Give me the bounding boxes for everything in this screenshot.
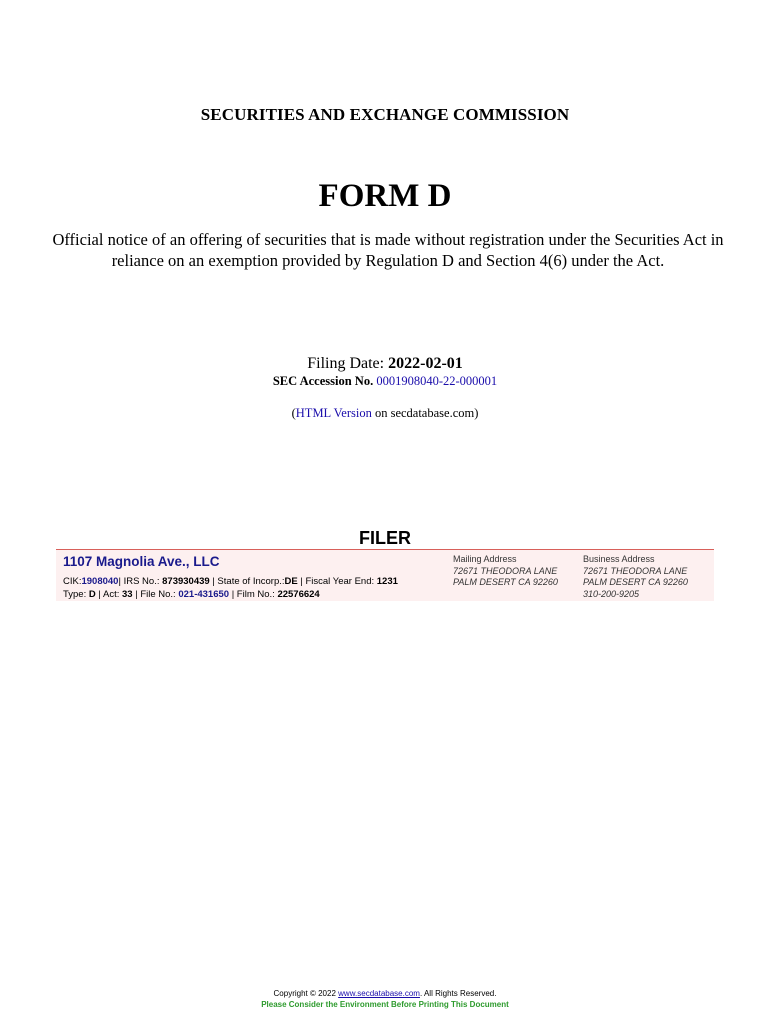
page-footer [0,988,770,1010]
file-no-value[interactable]: 021-431650 [178,589,230,600]
secdatabase-link[interactable]: www.secdatabase.com [338,989,420,998]
act-label: | Act: [98,589,120,600]
accession-line [0,374,770,389]
accession-number-link[interactable]: 0001908040-22-000001 [376,374,498,388]
filing-date [0,355,770,373]
mailing-address-title: Mailing Address [453,554,517,564]
type-label: Type: [63,589,87,600]
copyright-suffix: . All Rights Reserved. [419,989,497,998]
copyright-prefix: Copyright © 2022 [273,989,336,998]
act-value: 33 [122,589,133,600]
company-name[interactable]: 1107 Magnolia Ave., LLC [63,554,220,569]
html-version-open-paren: ( [291,406,296,420]
business-address-title: Business Address [583,554,655,564]
state-value: DE [284,576,298,587]
html-version-line [0,406,770,421]
filing-date-label: Filing Date: [307,355,385,372]
cik-label: CIK: [63,576,82,587]
filer-box [56,550,714,601]
copyright-line [0,988,770,999]
html-version-link[interactable]: HTML Version [295,406,372,420]
business-phone: 310-200-9205 [583,588,640,599]
filer-section-title: FILER [359,528,411,548]
cik-value[interactable]: 1908040 [81,576,119,587]
irs-label: | IRS No.: [118,576,160,587]
mailing-address-line1: 72671 THEODORA LANE [453,565,558,576]
accession-label: SEC Accession No. [272,374,374,388]
type-value: D [88,589,96,600]
state-label: | State of Incorp.: [212,576,285,587]
filing-date-value: 2022-02-01 [388,355,463,372]
filer-meta-line-1 [63,576,398,587]
business-address-line1: 72671 THEODORA LANE [583,565,688,576]
mailing-address-line2: PALM DESERT CA 92260 [453,577,558,587]
html-version-suffix: on secdatabase.com) [374,406,479,420]
irs-value: 873930439 [162,576,210,587]
business-address-line2: PALM DESERT CA 92260 [583,577,688,587]
fye-value: 1231 [376,576,398,587]
agency-heading: SECURITIES AND EXCHANGE COMMISSION [200,105,570,124]
fye-label: | Fiscal Year End: [300,576,375,587]
environment-note: Please Consider the Environment Before Printing This Document [261,1000,509,1009]
film-no-label: | Film No.: [231,589,275,600]
file-no-label: | File No.: [135,589,176,600]
film-no-value: 22576624 [277,589,320,600]
filer-meta-line-2 [63,589,320,600]
form-description: Official notice of an offering of securities that is made without registration under the Securities Act in reliance on an exemption provided by Regulation D and Section 4(6) under the Act. [52,230,724,270]
mailing-address [453,554,558,589]
form-title: FORM D [318,178,452,214]
business-address [583,554,688,600]
